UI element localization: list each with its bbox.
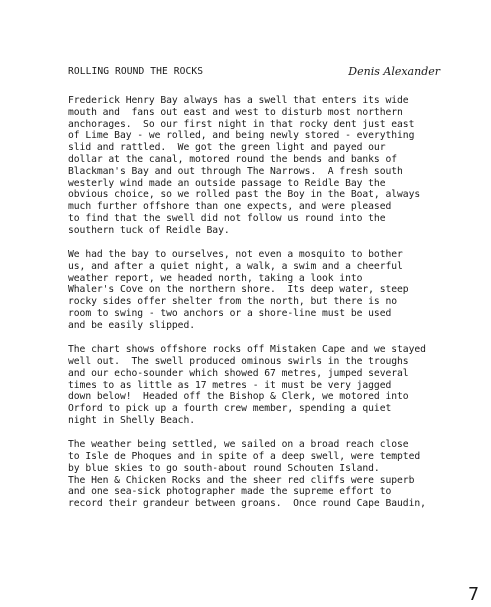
text-line: well out. The swell produced ominous swirls in the troughs: [68, 355, 409, 367]
text-line: and our echo-sounder which showed 67 metres, jumped several: [68, 367, 409, 379]
text-line: slid and rattled. We got the green light and payed our: [68, 142, 386, 154]
text-line: The weather being settled, we sailed on a broad reach close: [68, 439, 409, 451]
paragraph: [68, 95, 458, 237]
text-line: The chart shows offshore rocks off Mistaken Cape and we stayed: [68, 344, 426, 356]
page-number: 7: [468, 584, 479, 605]
text-line: by blue skies to go south-about round Schouten Island.: [68, 462, 380, 474]
text-line: obvious choice, so we rolled past the Boy in the Boat, always: [68, 189, 421, 201]
text-line: The Hen & Chicken Rocks and the sheer red cliffs were superb: [68, 474, 415, 486]
author-signature: Denis Alexander: [348, 65, 440, 78]
text-line: us, and after a quiet night, a walk, a swim and a cheerful: [68, 260, 403, 272]
article-header: [68, 66, 440, 82]
paragraph: [68, 344, 458, 427]
text-line: Blackman's Bay and out through The Narrows. A fresh south: [68, 165, 403, 177]
text-line: to find that the swell did not follow us round into the: [68, 212, 386, 224]
text-line: We had the bay to ourselves, not even a mosquito to bother: [68, 249, 403, 261]
text-line: southern tuck of Reidle Bay.: [68, 224, 230, 236]
text-line: down below! Headed off the Bishop & Clerk, we motored into: [68, 391, 409, 403]
text-line: night in Shelly Beach.: [68, 414, 195, 426]
text-line: mouth and fans out east and west to disturb most northern: [68, 106, 403, 118]
text-line: westerly wind made an outside passage to Reidle Bay the: [68, 177, 386, 189]
paragraph: [68, 249, 458, 332]
text-line: dollar at the canal, motored round the bends and banks of: [68, 153, 398, 165]
text-line: times to as little as 17 metres - it must be very jagged: [68, 379, 392, 391]
text-line: to Isle de Phoques and in spite of a deep swell, were tempted: [68, 451, 421, 463]
text-line: and be easily slipped.: [68, 319, 195, 331]
text-line: of Lime Bay - we rolled, and being newly stored - everything: [68, 130, 415, 142]
paragraph: [68, 439, 458, 510]
text-line: much further offshore than one expects, and were pleased: [68, 201, 392, 213]
text-line: room to swing - two anchors or a shore-line must be used: [68, 308, 392, 320]
text-line: rocky sides offer shelter from the north, but there is no: [68, 296, 398, 308]
text-line: Orford to pick up a fourth crew member, spending a quiet: [68, 403, 392, 415]
text-line: weather report, we headed north, taking a look into: [68, 272, 363, 284]
text-line: anchorages. So our first night in that rocky dent just east: [68, 118, 415, 130]
article-title: ROLLING ROUND THE ROCKS: [68, 66, 204, 77]
text-line: Whaler's Cove on the northern shore. Its deep water, steep: [68, 284, 409, 296]
text-line: and one sea-sick photographer made the supreme effort to: [68, 486, 392, 498]
text-line: record their grandeur between groans. Once round Cape Baudin,: [68, 498, 426, 510]
text-line: Frederick Henry Bay always has a swell that enters its wide: [68, 95, 409, 106]
article-body: [68, 95, 458, 523]
